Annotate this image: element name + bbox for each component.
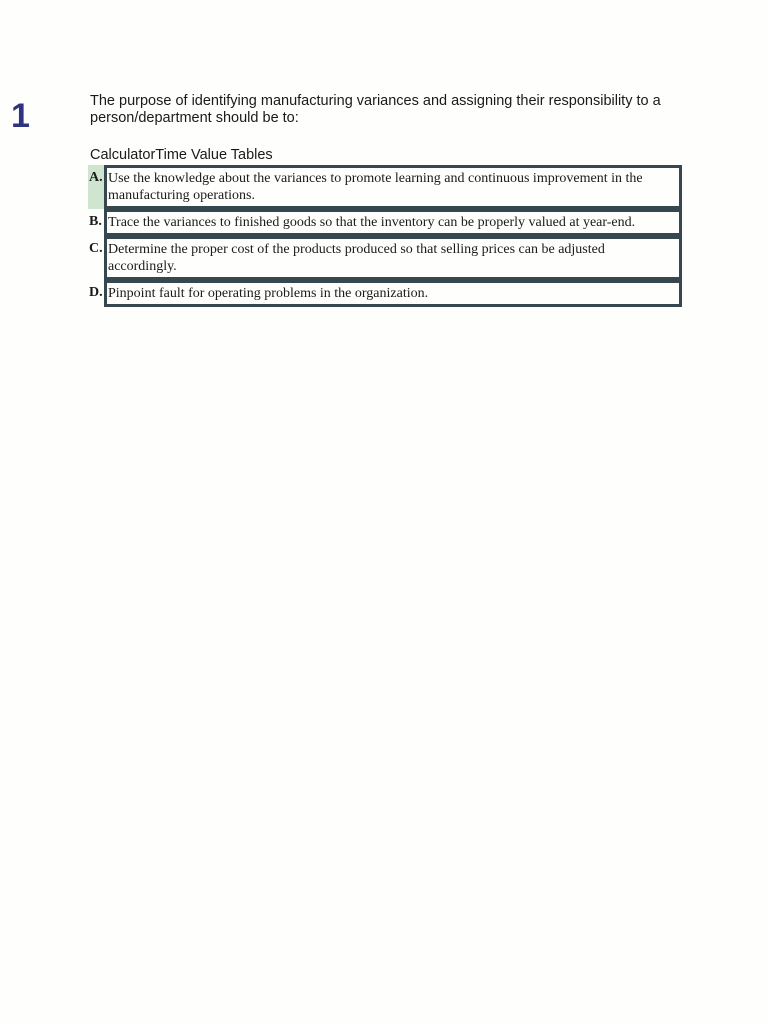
calculator-link[interactable]: Calculator: [90, 147, 156, 163]
option-text[interactable]: Use the knowledge about the variances to promote learning and continuous improvement in the manufacturing operations.: [104, 165, 682, 209]
tool-links: [90, 147, 273, 164]
question-number: 1: [11, 97, 30, 135]
question-text: The purpose of identifying manufacturing variances and assigning their responsibility to a person/department should be to:: [90, 93, 661, 126]
option-letter: C.: [89, 241, 103, 256]
option-text[interactable]: Determine the proper cost of the products produced so that selling prices can be adjusted accordingly.: [104, 236, 682, 280]
answer-options: [88, 165, 682, 307]
option-letter: D.: [89, 285, 103, 300]
option-b[interactable]: [88, 209, 682, 236]
option-text[interactable]: Pinpoint fault for operating problems in the organization.: [104, 280, 682, 307]
option-letter: B.: [89, 214, 102, 229]
time-value-tables-link[interactable]: Time Value Tables: [155, 147, 273, 163]
option-letter: A.: [88, 165, 104, 209]
option-a[interactable]: [88, 165, 682, 209]
option-c[interactable]: [88, 236, 682, 280]
option-d[interactable]: [88, 280, 682, 307]
option-text[interactable]: Trace the variances to finished goods so that the inventory can be properly valued at year-end.: [104, 209, 682, 236]
